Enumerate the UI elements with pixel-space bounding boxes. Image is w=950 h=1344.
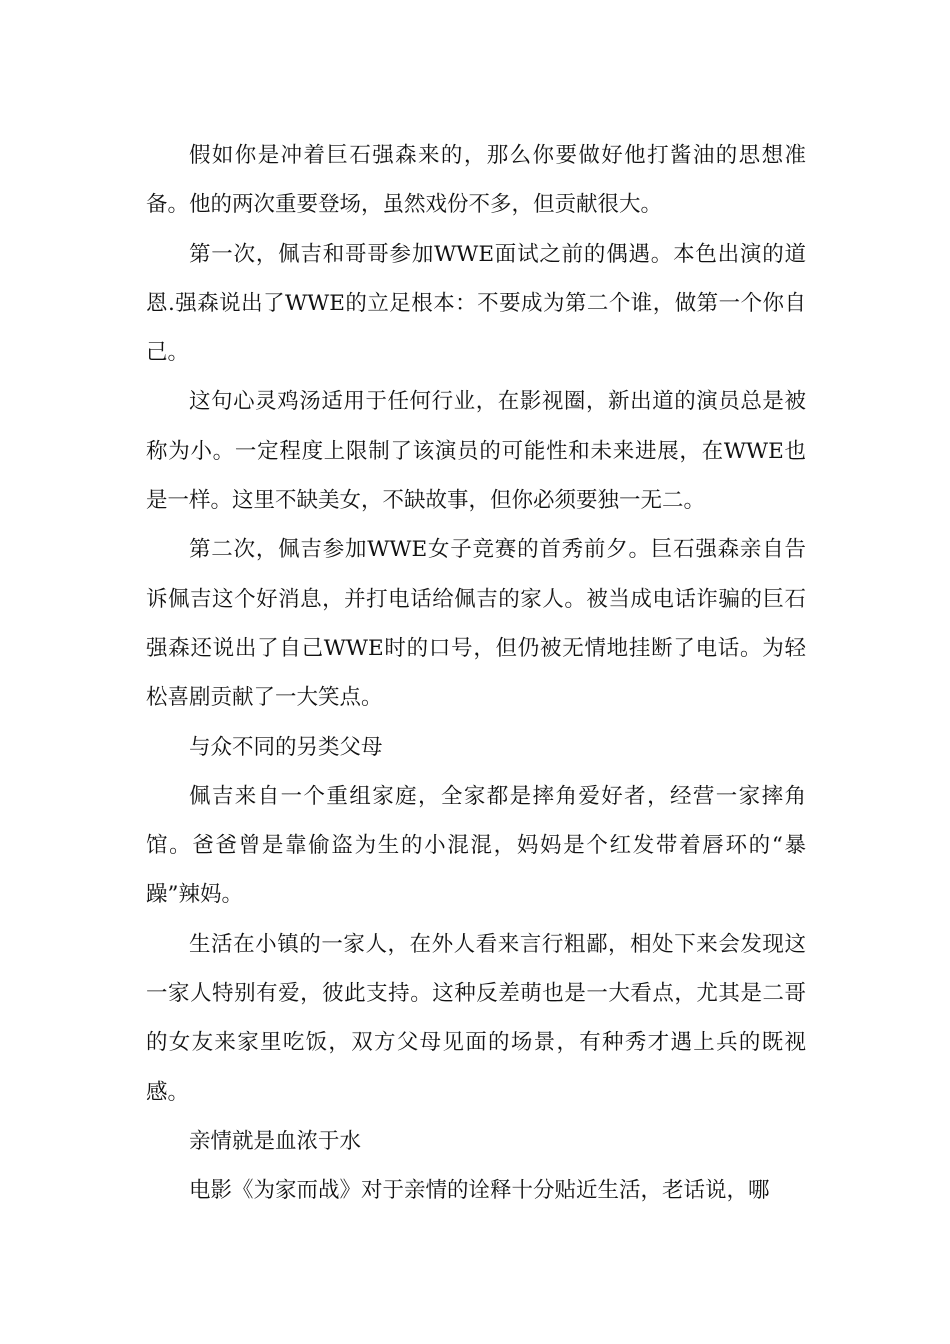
paragraph-4: 第二次，佩吉参加WWE女子竞赛的首秀前夕。巨石强森亲自告诉佩吉这个好消息，并打电话给佩吉的家人。被当成电话诈骗的巨石强森还说出了自己WWE时的口号，但仍被无情地挂断了电话。为轻松喜剧贡献了一大笑点。 xyxy=(146,537,806,711)
document-body xyxy=(146,131,806,1216)
paragraph-7: 电影《为家而战》对于亲情的诠释十分贴近生活，老话说，哪 xyxy=(189,1178,770,1204)
paragraph-5: 佩吉来自一个重组家庭，全家都是摔角爱好者，经营一家摔角馆。爸爸曾是靠偷盗为生的小混混，妈妈是个红发带着唇环的“暴躁”辣妈。 xyxy=(146,783,806,908)
paragraph-2: 第一次，佩吉和哥哥参加WWE面试之前的偶遇。本色出演的道恩.强森说出了WWE的立足根本：不要成为第二个谁，做第一个你自己。 xyxy=(146,241,806,366)
section-heading-family: 亲情就是血浓于水 xyxy=(189,1128,362,1154)
section-heading-parents: 与众不同的另类父母 xyxy=(189,734,383,760)
paragraph-3: 这句心灵鸡汤适用于任何行业，在影视圈，新出道的演员总是被称为小。一定程度上限制了该演员的可能性和未来进展，在WWE也是一样。这里不缺美女，不缺故事，但你必须要独一无二。 xyxy=(146,389,806,514)
paragraph-6: 生活在小镇的一家人，在外人看来言行粗鄙，相处下来会发现这一家人特别有爱，彼此支持。这种反差萌也是一大看点，尤其是二哥的女友来家里吃饭，双方父母见面的场景，有种秀才遇上兵的既视感。 xyxy=(146,931,806,1105)
paragraph-1: 假如你是冲着巨石强森来的，那么你要做好他打酱油的思想准备。他的两次重要登场，虽然戏份不多，但贡献很大。 xyxy=(146,143,806,218)
